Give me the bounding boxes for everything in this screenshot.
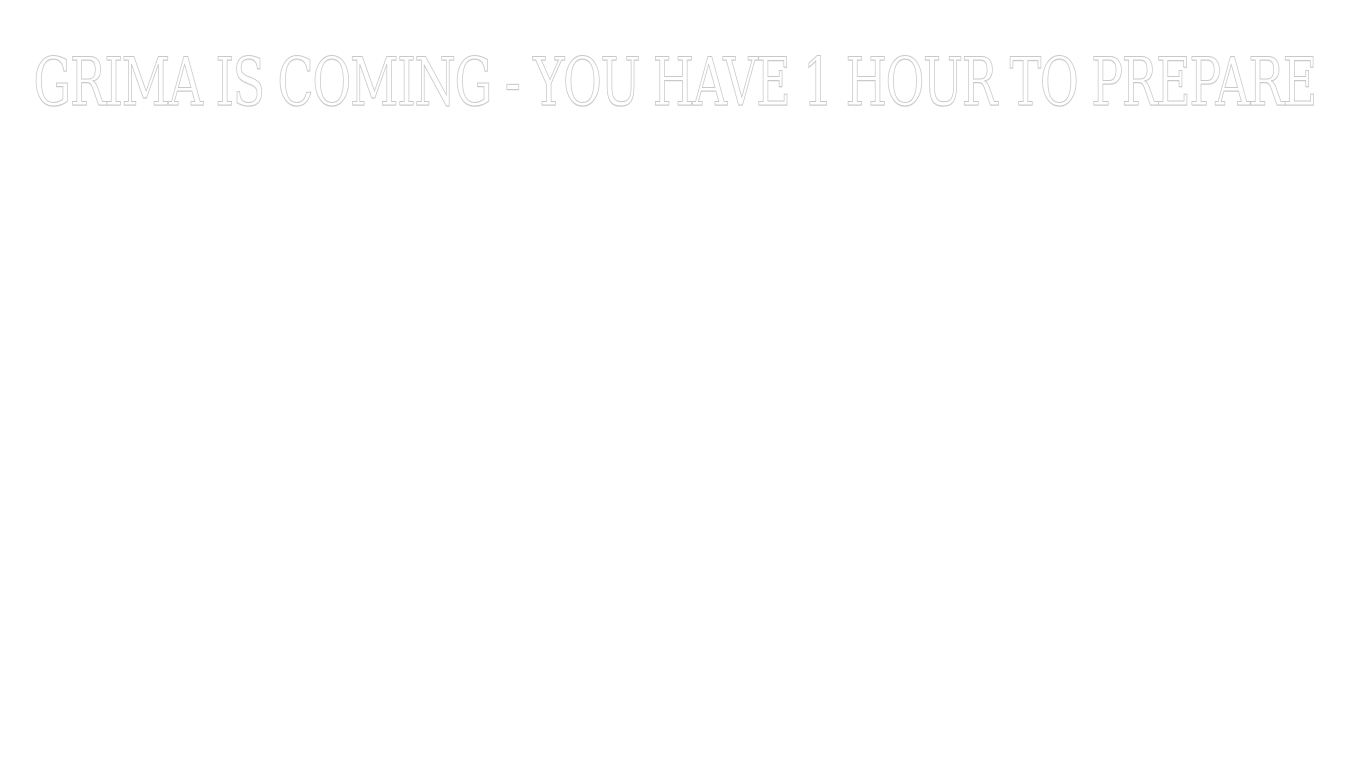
banner-title: GRIMA IS COMING - YOU HAVE 1 HOUR TO PREPARE — [33, 44, 1317, 121]
main-content-area — [0, 140, 1350, 768]
header-banner — [0, 38, 1350, 128]
